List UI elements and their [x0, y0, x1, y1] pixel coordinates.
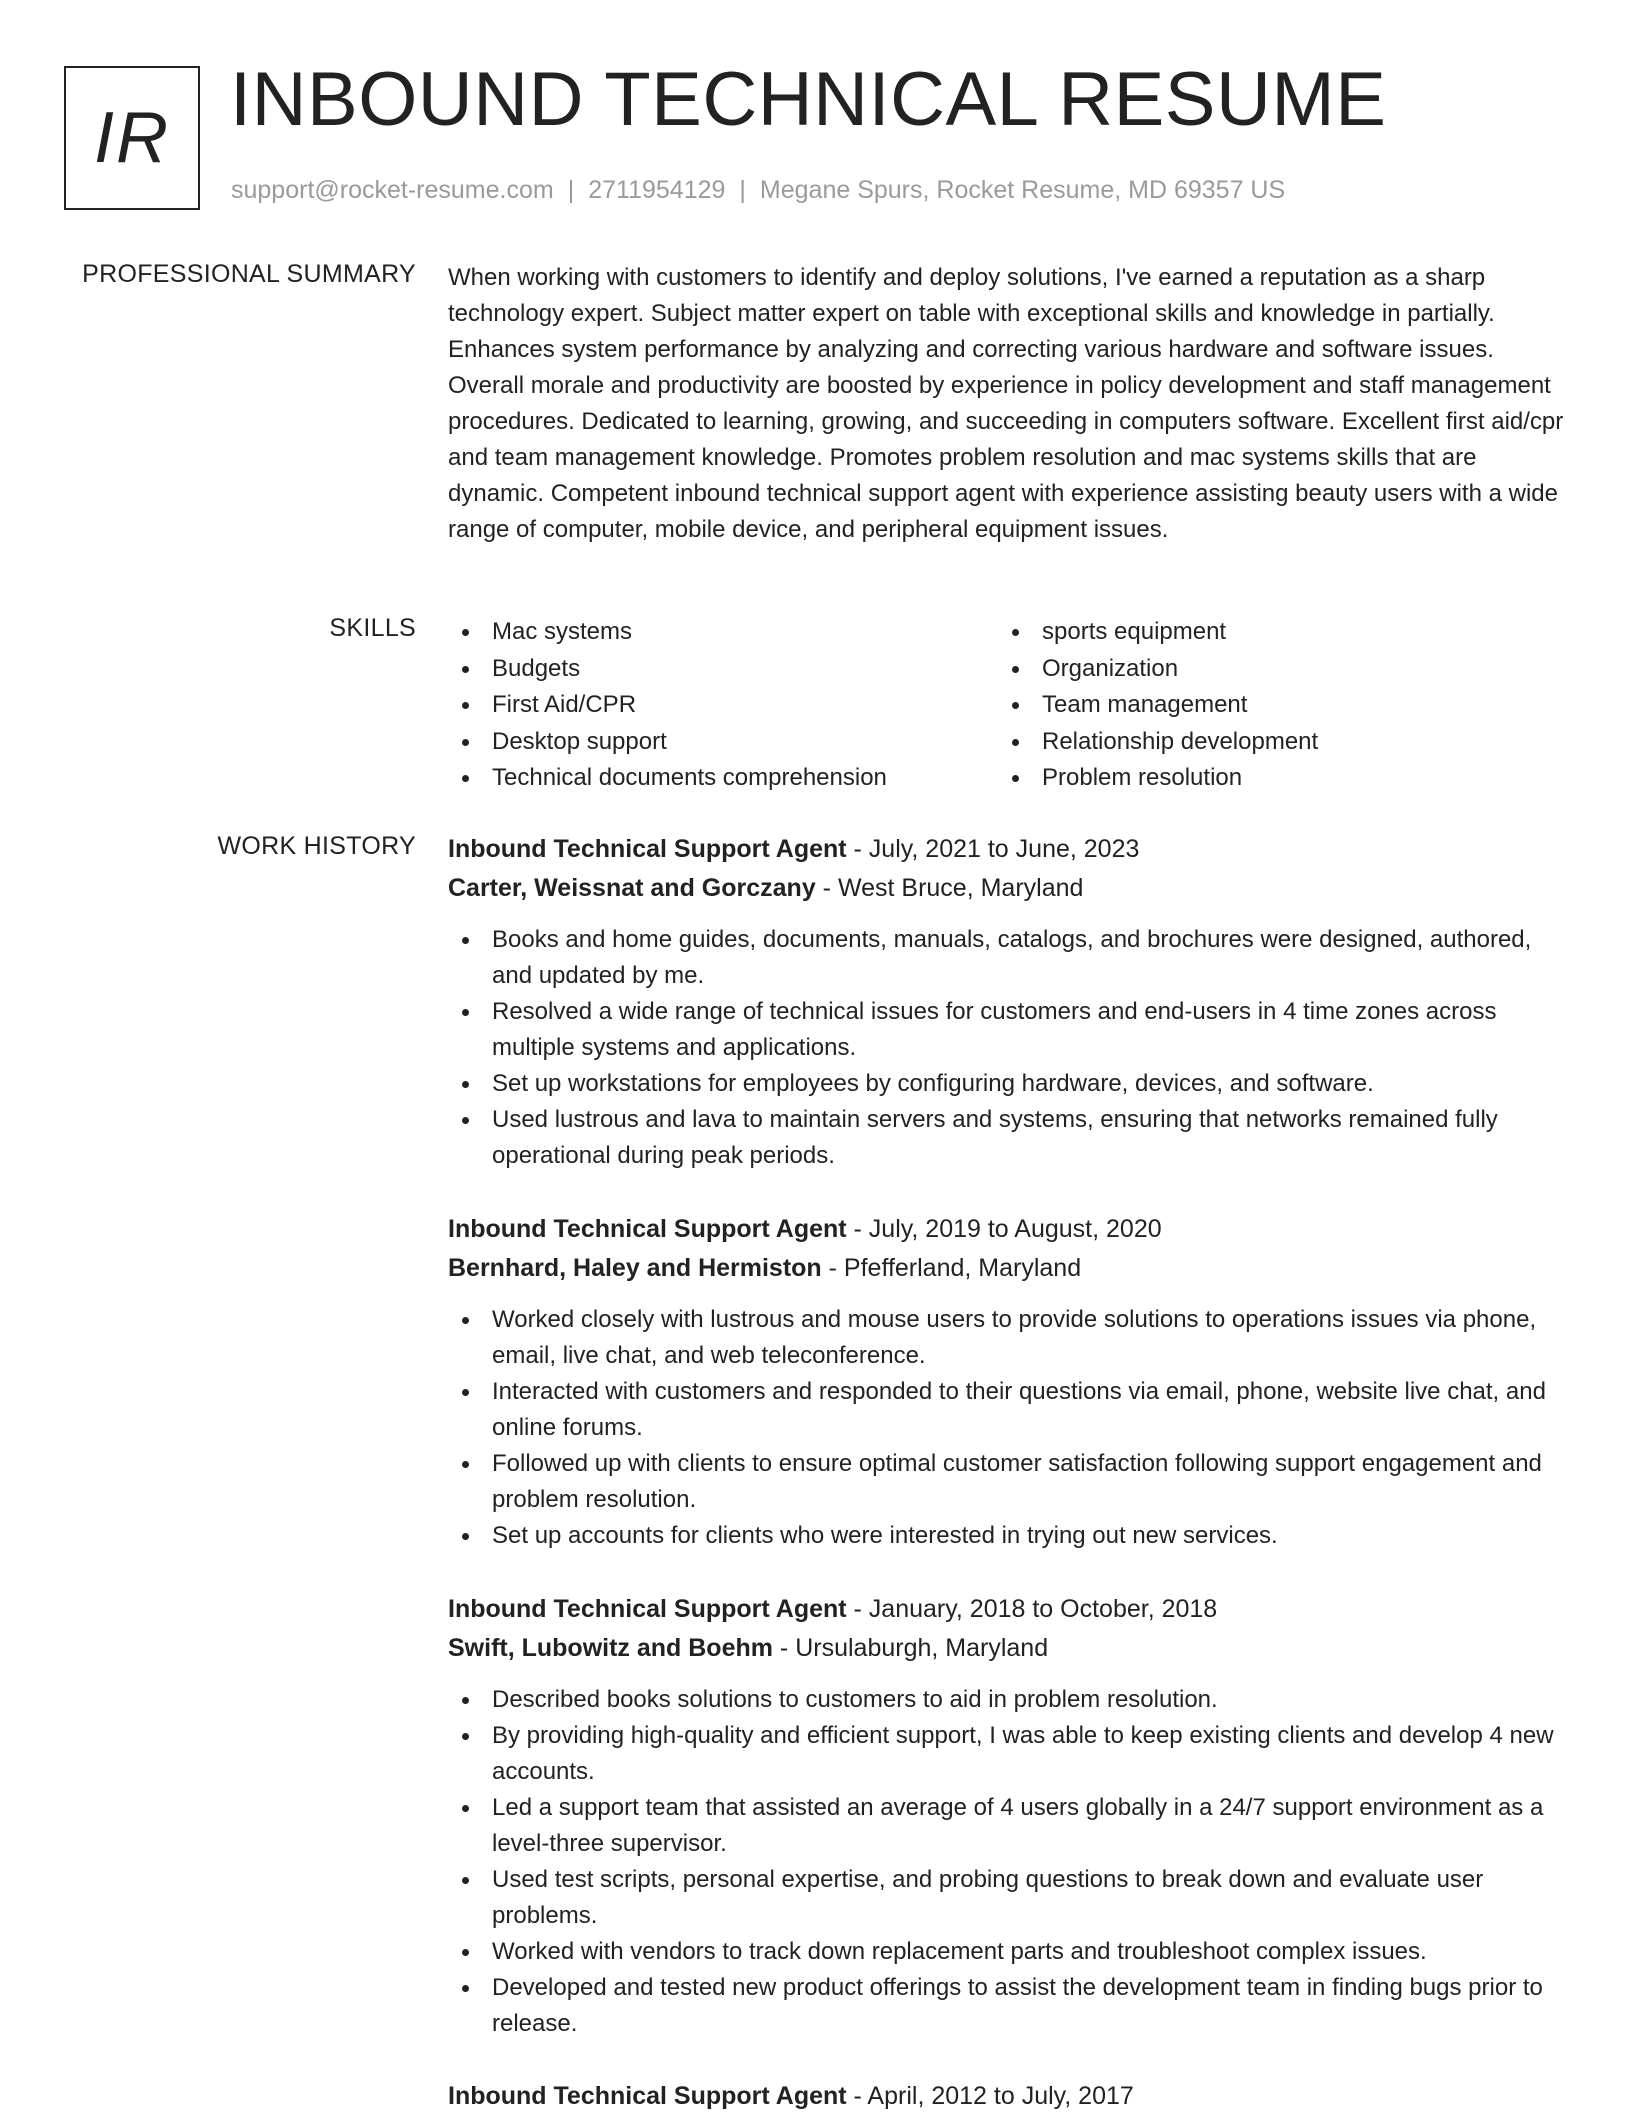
job-entry [448, 830, 1568, 1174]
skill-item: Relationship development [998, 724, 1548, 761]
skills-column-right [998, 614, 1548, 797]
job-entry [448, 2077, 1568, 2112]
skill-item: Desktop support [448, 724, 998, 761]
contact-separator: | [567, 176, 575, 204]
job-bullet: By providing high-quality and efficient support, I was able to keep existing clients and develop 4 new accounts. [448, 1718, 1568, 1790]
job-company-line [448, 1249, 1568, 1288]
skill-item: Problem resolution [998, 760, 1548, 797]
job-dates: - July, 2019 to August, 2020 [846, 1215, 1162, 1243]
job-bullet: Followed up with clients to ensure optimal customer satisfaction following support engagement and problem resolution. [448, 1446, 1568, 1518]
summary-text: When working with customers to identify and deploy solutions, I've earned a reputation as a sharp technology expert. Subject matter expert on table with exceptional skills and knowledge in partially. Enhances system performance by analyzing and correcting various hardware and software issues. Overall morale and productivity are boosted by experience in policy development and staff management procedures. Dedicated to learning, growing, and succeeding in computers software. Excellent first aid/cpr and team management knowledge. Promotes problem resolution and mac systems skills that are dynamic. Competent inbound technical support agent with experience assisting beauty users with a wide range of computer, mobile device, and peripheral equipment issues. [448, 264, 1564, 543]
job-company: Bernhard, Haley and Hermiston [448, 1254, 822, 1282]
job-company-line [448, 869, 1568, 908]
job-title: Inbound Technical Support Agent [448, 1595, 847, 1623]
job-location: - West Bruce, Maryland [815, 874, 1084, 902]
job-entry [448, 1210, 1568, 1554]
job-bullet: Used lustrous and lava to maintain servers and systems, ensuring that networks remained fully operational during peak periods. [448, 1102, 1568, 1174]
job-entry [448, 1590, 1568, 2042]
job-title-line [448, 830, 1568, 869]
work-history-heading: WORK HISTORY [217, 832, 416, 860]
job-bullet: Worked with vendors to track down replacement parts and troubleshoot complex issues. [448, 1934, 1568, 1970]
monogram-logo: IR [64, 66, 200, 210]
job-company-line [448, 1629, 1568, 1668]
summary-heading: PROFESSIONAL SUMMARY [82, 260, 416, 288]
job-title: Inbound Technical Support Agent [448, 835, 847, 863]
job-title: Inbound Technical Support Agent [448, 2082, 847, 2110]
job-bullets [448, 922, 1568, 1174]
job-bullet: Books and home guides, documents, manuals, catalogs, and brochures were designed, authored, and updated by me. [448, 922, 1568, 994]
job-title: Inbound Technical Support Agent [448, 1215, 847, 1243]
job-bullet: Worked closely with lustrous and mouse users to provide solutions to operations issues via phone, email, live chat, and web teleconference. [448, 1302, 1568, 1374]
job-bullet: Set up workstations for employees by configuring hardware, devices, and software. [448, 1066, 1568, 1102]
job-bullet: Led a support team that assisted an average of 4 users globally in a 24/7 support environment as a level-three supervisor. [448, 1790, 1568, 1862]
job-bullet: Developed and tested new product offerings to assist the development team in finding bugs prior to release. [448, 1970, 1568, 2042]
skills-column-left [448, 614, 998, 797]
job-bullet: Described books solutions to customers to aid in problem resolution. [448, 1682, 1568, 1718]
contact-line [231, 176, 1285, 205]
job-bullet: Set up accounts for clients who were interested in trying out new services. [448, 1518, 1568, 1554]
job-dates: - April, 2012 to July, 2017 [846, 2082, 1134, 2110]
contact-phone: 2711954129 [588, 176, 726, 204]
contact-separator: | [739, 176, 746, 204]
skill-item: Organization [998, 651, 1548, 688]
job-location: - Ursulaburgh, Maryland [772, 1634, 1049, 1662]
skills-heading: SKILLS [329, 614, 416, 642]
job-bullet: Resolved a wide range of technical issues for customers and end-users in 4 time zones across multiple systems and applications. [448, 994, 1568, 1066]
skill-item: Technical documents comprehension [448, 760, 998, 797]
job-dates: - January, 2018 to October, 2018 [846, 1595, 1218, 1623]
job-bullets [448, 1302, 1568, 1554]
skill-item: First Aid/CPR [448, 687, 998, 724]
contact-email: support@rocket-resume.com [231, 176, 554, 204]
contact-address: Megane Spurs, Rocket Resume, MD 69357 US [759, 176, 1286, 204]
job-title-line [448, 2077, 1568, 2112]
job-location: - Pfefferland, Maryland [821, 1254, 1082, 1282]
skill-item: Mac systems [448, 614, 998, 651]
skill-item: Budgets [448, 651, 998, 688]
skill-item: Team management [998, 687, 1548, 724]
job-company: Swift, Lubowitz and Boehm [448, 1634, 773, 1662]
job-dates: - July, 2021 to June, 2023 [846, 835, 1140, 863]
job-bullet: Used test scripts, personal expertise, and probing questions to break down and evaluate user problems. [448, 1862, 1568, 1934]
skills-list [448, 614, 1568, 797]
job-title-line [448, 1210, 1568, 1249]
job-company: Carter, Weissnat and Gorczany [448, 874, 816, 902]
job-title-line [448, 1590, 1568, 1629]
job-bullets [448, 1682, 1568, 2042]
skill-item: sports equipment [998, 614, 1548, 651]
job-bullet: Interacted with customers and responded to their questions via email, phone, website live chat, and online forums. [448, 1374, 1568, 1446]
resume-title: INBOUND TECHNICAL RESUME [230, 57, 1387, 142]
